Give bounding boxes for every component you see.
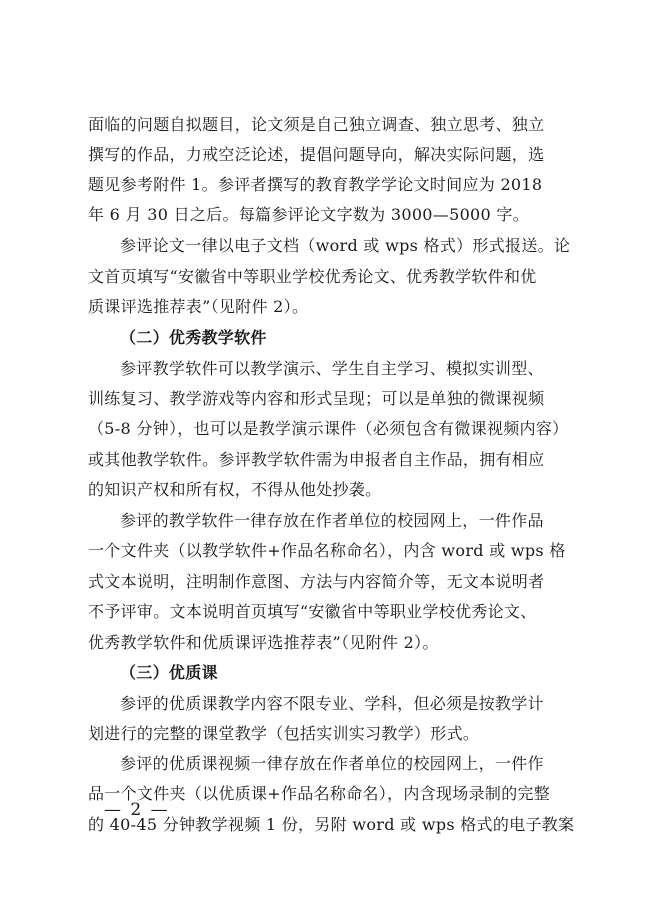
paragraph-line: 参评的教学软件一律存放在作者单位的校园网上，一件作品 bbox=[120, 511, 544, 530]
paragraph-line: 的知识产权和所有权，不得从他处抄袭。 bbox=[88, 480, 382, 499]
paragraph-line: 参评论文一律以电子文档（word 或 wps 格式）形式报送。论 bbox=[120, 236, 571, 255]
paragraph-line: 优秀教学软件和优质课评选推荐表”（见附件 2）。 bbox=[88, 633, 439, 652]
paragraph-line: 参评的优质课教学内容不限专业、学科，但必须是按教学计 bbox=[120, 694, 544, 713]
paragraph-line: 品一个文件夹（以优质课+作品名称命名），内含现场录制的完整 bbox=[88, 784, 551, 803]
paragraph-line: 面临的问题自拟题目，论文须是自己独立调查、独立思考、独立 bbox=[88, 115, 545, 134]
paragraph-line: 式文本说明，注明制作意图、方法与内容简介等，无文本说明者 bbox=[88, 572, 545, 591]
paragraph-line: 参评教学软件可以教学演示、学生自主学习、模拟实训型、 bbox=[120, 359, 544, 378]
paragraph-line: （5-8 分钟），也可以是教学演示课件（必须包含有微课视频内容） bbox=[88, 419, 569, 438]
section-heading-software: （二）优秀教学软件 bbox=[120, 328, 267, 347]
page-number: — 2 — bbox=[104, 800, 170, 820]
paragraph-line: 质课评选推荐表”（见附件 2）。 bbox=[88, 297, 309, 316]
paragraph-line: 参评的优质课视频一律存放在作者单位的校园网上，一件作 bbox=[120, 754, 544, 773]
paragraph-line: 撰写的作品，力戒空泛论述，提倡问题导向，解决实际问题，选 bbox=[88, 145, 545, 164]
paragraph-line: 训练复习、教学游戏等内容和形式呈现；可以是单独的微课视频 bbox=[88, 389, 545, 408]
paragraph-line: 划进行的完整的课堂教学（包括实训实习教学）形式。 bbox=[88, 724, 480, 743]
section-heading-quality-course: （三）优质课 bbox=[120, 663, 218, 682]
paragraph-line: 年 6 月 30 日之后。每篇参评论文字数为 3000—5000 字。 bbox=[88, 205, 529, 224]
paragraph-line: 题见参考附件 1。参评者撰写的教育教学学论文时间应为 2018 bbox=[88, 175, 543, 194]
paragraph-line: 的 40-45 分钟教学视频 1 份，另附 word 或 wps 格式的电子教案 bbox=[88, 815, 575, 834]
paragraph-line: 一个文件夹（以教学软件+作品名称命名），内含 word 或 wps 格 bbox=[88, 541, 566, 560]
paragraph-line: 文首页填写“安徽省中等职业学校优秀论文、优秀教学软件和优 bbox=[88, 267, 537, 286]
paragraph-line: 或其他教学软件。参评教学软件需为申报者自主作品，拥有相应 bbox=[88, 450, 545, 469]
paragraph-line: 不予评审。文本说明首页填写“安徽省中等职业学校优秀论文、 bbox=[88, 602, 537, 621]
